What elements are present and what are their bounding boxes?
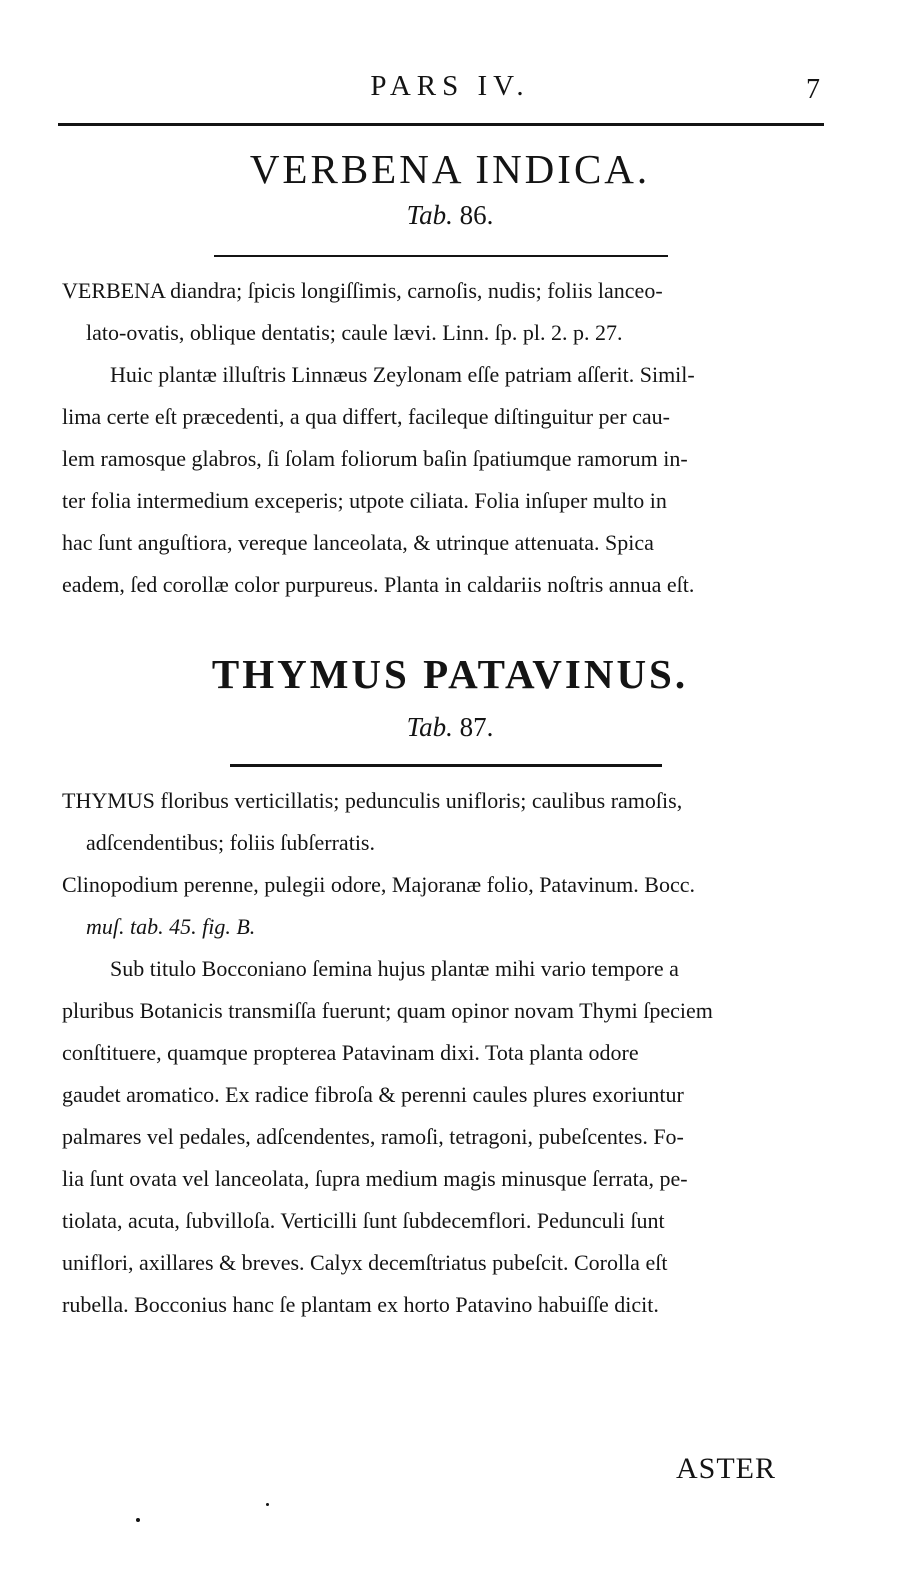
text-line: lem ramosque glabros, ſi ſolam foliorum baſin ſpatiumque ramorum in- [62, 446, 688, 471]
text-line: hac ſunt anguſtiora, vereque lanceolata, & utrinque attenuata. Spica [62, 530, 654, 555]
text-line: muſ. tab. 45. fig. B. [86, 914, 256, 939]
page-number: 7 [806, 74, 820, 105]
text-line: VERBENA diandra; ſpicis longiſſimis, carnoſis, nudis; foliis lanceo- [62, 278, 663, 303]
text-line: tiolata, acuta, ſubvilloſa. Verticilli ſunt ſubdecemflori. Pedunculi ſunt [62, 1208, 665, 1233]
plate-reference-87 [0, 712, 900, 743]
plate-reference-86 [0, 200, 900, 231]
tab-number: 87. [459, 712, 494, 742]
text-line: eadem, ſed corollæ color purpureus. Planta in caldariis noſtris annua eſt. [62, 572, 695, 597]
text-line: adſcendentibus; foliis ſubſerratis. [86, 830, 375, 855]
text-line: THYMUS floribus verticillatis; pedunculis unifloris; caulibus ramoſis, [62, 788, 683, 813]
text-line: conſtituere, quamque propterea Patavinam dixi. Tota planta odore [62, 1040, 639, 1065]
running-title: PARS IV. [370, 70, 530, 102]
section-title-thymus: THYMUS PATAVINUS. [211, 651, 689, 697]
ink-speck [266, 1503, 269, 1506]
ink-speck [136, 1518, 140, 1522]
catchword: ASTER [676, 1452, 777, 1485]
section-rule [214, 255, 668, 257]
text-line: lato-ovatis, oblique dentatis; caule lævi. Linn. ſp. pl. 2. p. 27. [86, 320, 623, 345]
header-rule [58, 123, 824, 126]
text-line: lia ſunt ovata vel lanceolata, ſupra medium magis minusque ſerrata, pe- [62, 1166, 688, 1191]
text-line: rubella. Bocconius hanc ſe plantam ex horto Patavino habuiſſe dicit. [62, 1292, 659, 1317]
tab-label: Tab. [406, 712, 453, 742]
text-line: uniflori, axillares & breves. Calyx decemſtriatus pubeſcit. Corolla eſt [62, 1250, 668, 1275]
text-line: Clinopodium perenne, pulegii odore, Majoranæ folio, Patavinum. Bocc. [62, 872, 695, 897]
text-line: lima certe eſt præcedenti, a qua differt, facileque diſtinguitur per cau- [62, 404, 670, 429]
text-line: Sub titulo Bocconiano ſemina hujus plantæ mihi vario tempore a [110, 956, 679, 981]
text-line: ter folia intermedium exceperis; utpote ciliata. Folia inſuper multo in [62, 488, 667, 513]
text-line: pluribus Botanicis transmiſſa fuerunt; quam opinor novam Thymi ſpeciem [62, 998, 713, 1023]
tab-label: Tab. [406, 200, 453, 230]
section-title-verbena: VERBENA INDICA. [249, 146, 651, 192]
text-line: Huic plantæ illuſtris Linnæus Zeylonam eſſe patriam aſſerit. Simil- [110, 362, 695, 387]
text-line: palmares vel pedales, adſcendentes, ramoſi, tetragoni, pubeſcentes. Fo- [62, 1124, 684, 1149]
text-line: gaudet aromatico. Ex radice fibroſa & perenni caules plures exoriuntur [62, 1082, 684, 1107]
section-rule [230, 764, 662, 767]
tab-number: 86. [459, 200, 494, 230]
